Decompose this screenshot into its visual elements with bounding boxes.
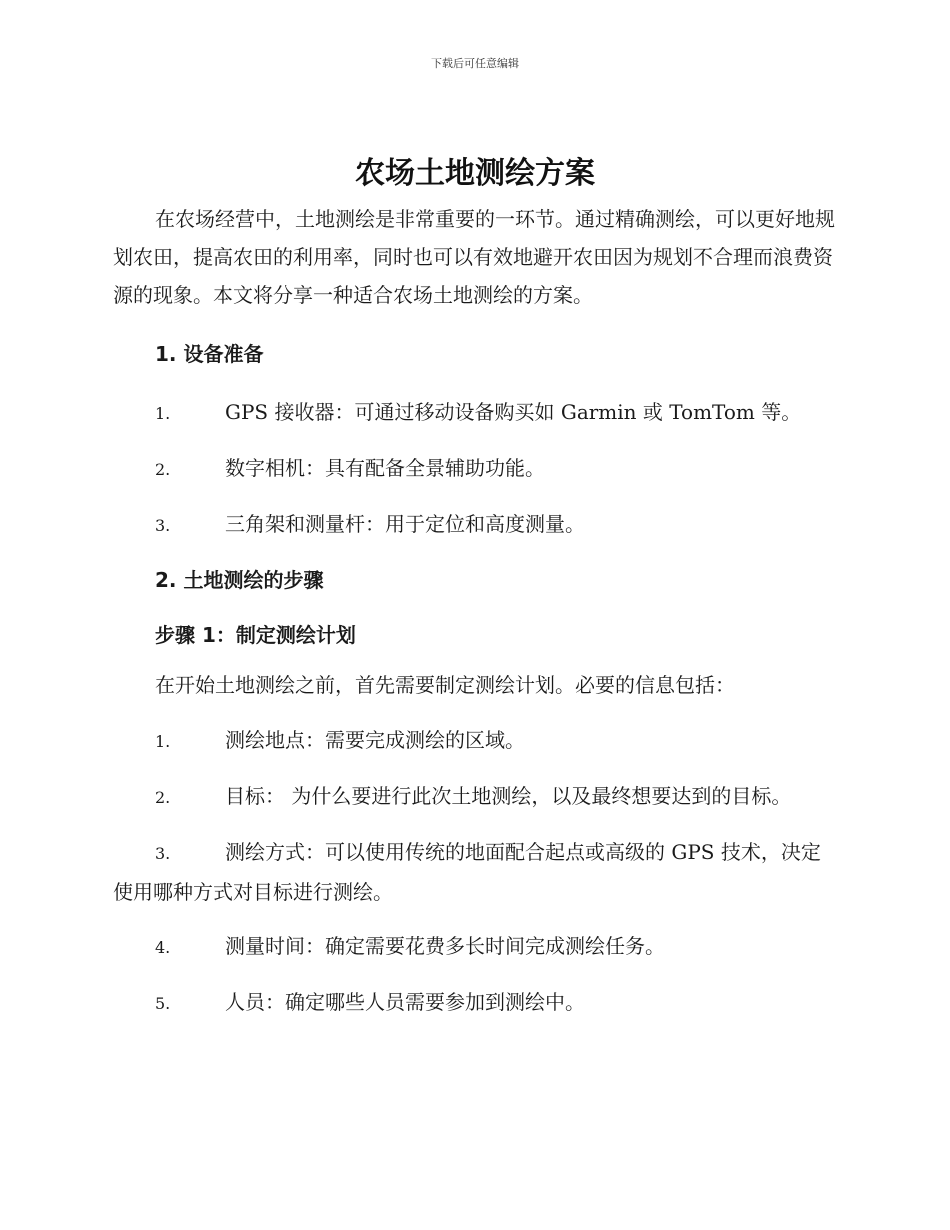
list-text: 人员：确定哪些人员需要参加到测绘中。 (225, 990, 585, 1014)
page-header-note: 下载后可任意编辑 (431, 57, 519, 70)
list-item (113, 393, 837, 433)
list-item (113, 927, 837, 967)
list-text: 测绘方式：可以使用传统的地面配合起点或高级的 GPS 技术，决定使用哪种方式对目标进行测绘。 (113, 840, 821, 904)
list-item (113, 777, 837, 817)
list-item (113, 449, 837, 489)
list-number: 4. (155, 938, 171, 957)
list-text: 测量时间：确定需要花费多长时间完成测绘任务。 (225, 934, 665, 958)
list-item (113, 505, 837, 545)
list-item (113, 721, 837, 761)
list-text: 测绘地点：需要完成测绘的区域。 (225, 728, 525, 752)
list-number: 3. (155, 516, 171, 535)
step-intro-paragraph: 在开始土地测绘之前，首先需要制定测绘计划。必要的信息包括： (155, 673, 735, 697)
intro-paragraph: 在农场经营中，土地测绘是非常重要的一环节。通过精确测绘，可以更好地规划农田，提高农田的利用率，同时也可以有效地避开农田因为规划不合理而浪费资源的现象。本文将分享一种适合农场土地测绘的方案。 (113, 207, 835, 307)
list-text: 数字相机：具有配备全景辅助功能。 (225, 456, 545, 480)
list-number: 2. (155, 460, 171, 479)
list-number: 1. (155, 732, 171, 751)
list-text: GPS 接收器：可通过移动设备购买如 Garmin 或 TomTom 等。 (225, 400, 802, 424)
list-number: 2. (155, 788, 171, 807)
document-body (113, 200, 837, 1023)
document-title: 农场土地测绘方案 (355, 156, 595, 191)
list-number: 5. (155, 994, 171, 1013)
section-heading-equipment: 1. 设备准备 (155, 342, 264, 366)
step-heading: 步骤 1：制定测绘计划 (155, 623, 356, 647)
list-item (113, 983, 837, 1023)
list-number: 3. (155, 844, 171, 863)
list-text: 三角架和测量杆：用于定位和高度测量。 (225, 512, 585, 536)
list-text: 目标： 为什么要进行此次土地测绘，以及最终想要达到的目标。 (225, 784, 792, 808)
list-item (113, 833, 837, 911)
section-heading-steps: 2. 土地测绘的步骤 (155, 568, 324, 592)
list-number: 1. (155, 404, 171, 423)
